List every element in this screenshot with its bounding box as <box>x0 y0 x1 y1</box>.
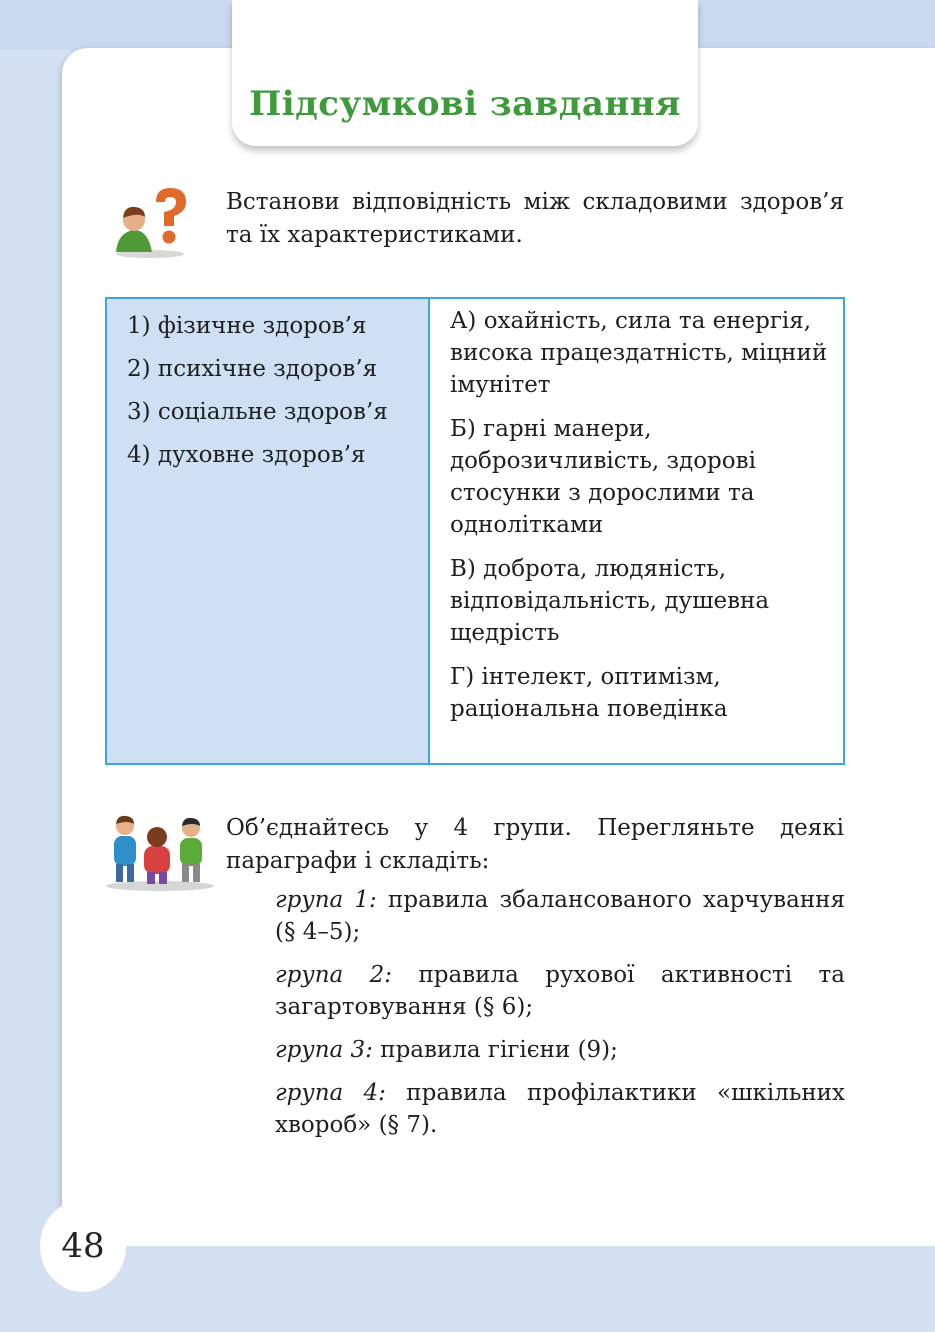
group-discussion-icon <box>100 806 218 892</box>
group-text: правила збалансованого харчування (§ 4–5); <box>275 887 845 945</box>
page-title: Підсумкові завдання <box>249 84 681 124</box>
list-item: 2) психічне здоров’я <box>127 356 378 382</box>
group-label: група 2: <box>275 962 393 988</box>
question-icon <box>108 186 194 258</box>
page-number: 48 <box>61 1226 105 1266</box>
title-tab <box>232 0 698 146</box>
list-item <box>275 1077 845 1141</box>
characteristics-column <box>430 299 843 763</box>
group-assignments <box>275 884 845 1152</box>
list-item <box>275 1034 845 1066</box>
bottom-strip <box>0 1246 935 1332</box>
health-components-column <box>107 299 430 763</box>
group-text: правила рухової активності та загартовування (§ 6); <box>275 962 845 1020</box>
list-item: 1) фізичне здоров’я <box>127 313 367 339</box>
list-item: А) охайність, сила та енергія, висока працездатність, міцний імунітет <box>450 308 828 398</box>
group-label: група 3: <box>275 1037 373 1063</box>
group-text: правила гігієни (9); <box>372 1037 618 1063</box>
task1-intro: Встанови відповідність між складовими здоров’я та їх характеристиками. <box>226 189 844 248</box>
group-label: група 1: <box>275 887 377 913</box>
list-item <box>275 959 845 1023</box>
list-item: Б) гарні манери, доброзичливість, здорові стосунки з дорослими та однолітками <box>450 416 756 538</box>
list-item <box>275 884 845 948</box>
list-item: В) доброта, людяність, відповідальність, душевна щедрість <box>450 556 770 646</box>
group-label: група 4: <box>275 1080 386 1106</box>
list-item: 3) соціальне здоров’я <box>127 399 388 425</box>
list-item: Г) інтелект, оптимізм, раціональна поведінка <box>450 664 728 722</box>
task2-intro: Об’єднайтесь у 4 групи. Перегляньте деякі параграфи і складіть: <box>226 815 844 874</box>
list-item: 4) духовне здоров’я <box>127 442 366 468</box>
group-text: правила профілактики «шкільних хвороб» (§ 7). <box>275 1080 845 1138</box>
matching-table <box>105 297 845 765</box>
